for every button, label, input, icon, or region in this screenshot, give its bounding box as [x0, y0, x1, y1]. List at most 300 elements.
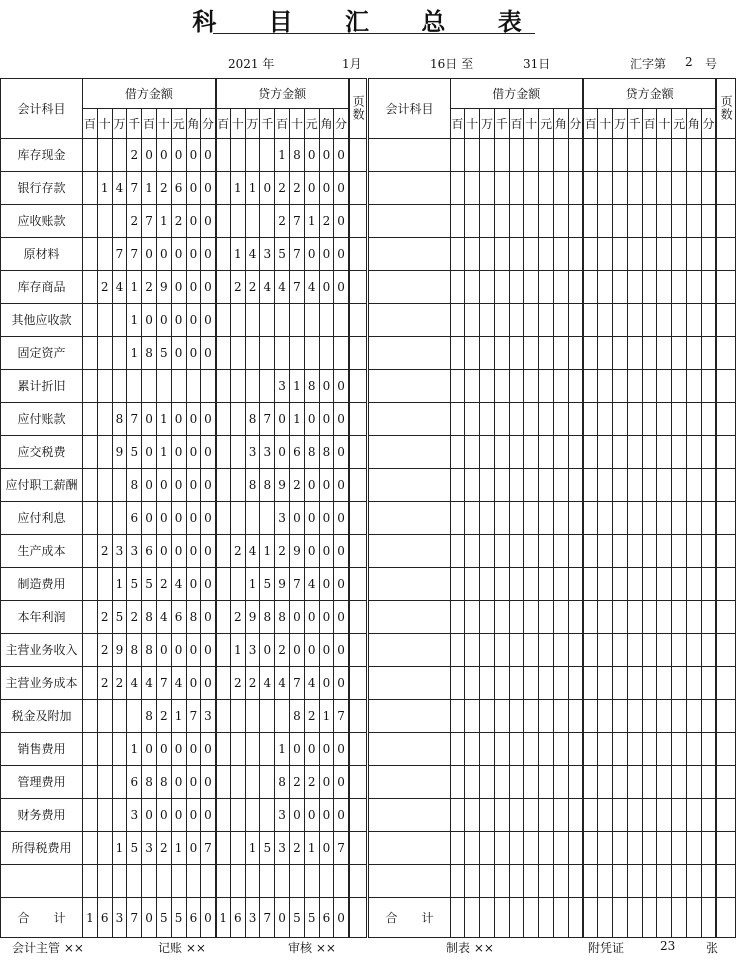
right-digit — [598, 436, 613, 469]
right-digit — [553, 403, 568, 436]
left-unit-header: 百 — [216, 109, 231, 139]
right-digit — [701, 172, 716, 205]
table-row — [1, 469, 736, 502]
right-digit — [583, 832, 598, 865]
left-unit-header: 分 — [201, 109, 216, 139]
credit-digit: 7 — [290, 568, 305, 601]
summary-no: 2 — [685, 55, 693, 69]
credit-digit: 7 — [260, 403, 275, 436]
debit-digit — [83, 403, 98, 436]
debit-digit: 1 — [156, 403, 171, 436]
debit-digit: 0 — [156, 139, 171, 172]
credit-digit: 2 — [290, 172, 305, 205]
right-digit — [450, 766, 465, 799]
debit-digit: 6 — [171, 172, 186, 205]
table-row — [1, 337, 736, 370]
right-digit — [657, 469, 672, 502]
right-digit — [509, 403, 524, 436]
right-digit — [450, 403, 465, 436]
credit-digit: 1 — [245, 568, 260, 601]
right-digit — [642, 568, 657, 601]
right-digit — [657, 832, 672, 865]
right-digit — [598, 700, 613, 733]
right-digit — [509, 535, 524, 568]
period-year: 2021 年 — [228, 57, 275, 71]
debit-digit — [83, 172, 98, 205]
right-digit — [613, 469, 628, 502]
credit-digit: 0 — [304, 799, 319, 832]
right-digit — [480, 601, 495, 634]
summary-no-unit: 号 — [705, 57, 718, 71]
right-digit — [642, 172, 657, 205]
right-digit — [701, 238, 716, 271]
total-credit-digit: 3 — [245, 898, 260, 938]
credit-digit — [230, 733, 245, 766]
debit-digit: 0 — [186, 634, 201, 667]
right-digit — [642, 337, 657, 370]
debit-digit: 2 — [97, 535, 112, 568]
debit-digit: 0 — [186, 436, 201, 469]
credit-digit — [216, 733, 231, 766]
subject-cell: 库存商品 — [1, 271, 83, 304]
right-digit — [598, 139, 613, 172]
credit-digit — [216, 436, 231, 469]
credit-digit: 4 — [304, 667, 319, 700]
credit-digit — [275, 337, 290, 370]
debit-digit — [156, 865, 171, 898]
debit-digit: 7 — [156, 667, 171, 700]
right-digit — [480, 370, 495, 403]
right-digit — [465, 172, 480, 205]
debit-digit: 8 — [186, 601, 201, 634]
right-total-digit — [524, 898, 539, 938]
page-cell — [349, 436, 368, 469]
right-unit-header: 元 — [672, 109, 687, 139]
debit-digit: 0 — [186, 403, 201, 436]
debit-digit — [83, 205, 98, 238]
table-row — [1, 502, 736, 535]
debit-digit: 0 — [171, 271, 186, 304]
credit-digit: 2 — [230, 535, 245, 568]
right-page-cell — [716, 535, 735, 568]
debit-digit: 7 — [127, 238, 142, 271]
right-digit — [613, 733, 628, 766]
credit-digit: 8 — [290, 139, 305, 172]
credit-digit — [216, 700, 231, 733]
right-digit — [509, 832, 524, 865]
debit-digit — [97, 502, 112, 535]
right-digit — [701, 403, 716, 436]
credit-digit: 2 — [275, 535, 290, 568]
credit-digit — [275, 865, 290, 898]
debit-digit: 0 — [156, 634, 171, 667]
credit-digit: 0 — [319, 403, 334, 436]
right-digit — [642, 601, 657, 634]
credit-digit: 7 — [334, 832, 349, 865]
right-digit — [494, 535, 509, 568]
right-digit — [613, 304, 628, 337]
right-digit — [701, 799, 716, 832]
right-subject-cell — [368, 799, 450, 832]
right-digit — [524, 634, 539, 667]
right-digit — [480, 469, 495, 502]
right-digit — [598, 535, 613, 568]
credit-digit: 1 — [245, 172, 260, 205]
right-digit — [568, 502, 583, 535]
credit-digit — [290, 337, 305, 370]
credit-digit: 0 — [334, 667, 349, 700]
left-unit-header: 角 — [186, 109, 201, 139]
right-digit — [613, 568, 628, 601]
right-digit — [657, 337, 672, 370]
right-digit — [627, 667, 642, 700]
credit-digit: 0 — [290, 601, 305, 634]
right-page-cell — [716, 139, 735, 172]
credit-digit — [245, 304, 260, 337]
right-digit — [480, 139, 495, 172]
credit-digit — [230, 469, 245, 502]
right-digit — [524, 172, 539, 205]
right-digit — [553, 139, 568, 172]
right-digit — [568, 271, 583, 304]
right-digit — [701, 139, 716, 172]
right-digit — [539, 205, 554, 238]
debit-digit: 0 — [171, 304, 186, 337]
right-digit — [598, 172, 613, 205]
right-digit — [642, 304, 657, 337]
right-digit — [598, 238, 613, 271]
right-digit — [494, 601, 509, 634]
credit-digit: 2 — [304, 766, 319, 799]
right-digit — [524, 700, 539, 733]
right-digit — [583, 337, 598, 370]
total-credit-digit: 5 — [290, 898, 305, 938]
right-page-cell — [716, 271, 735, 304]
credit-digit: 4 — [275, 271, 290, 304]
debit-digit: 8 — [112, 403, 127, 436]
debit-digit: 9 — [112, 436, 127, 469]
right-total-digit — [627, 898, 642, 938]
right-digit — [450, 568, 465, 601]
credit-digit — [230, 205, 245, 238]
debit-digit: 1 — [171, 700, 186, 733]
credit-digit: 5 — [260, 832, 275, 865]
right-digit — [539, 799, 554, 832]
total-credit-digit: 5 — [304, 898, 319, 938]
credit-digit — [304, 337, 319, 370]
right-digit — [613, 799, 628, 832]
right-digit — [553, 601, 568, 634]
credit-digit: 1 — [290, 370, 305, 403]
right-digit — [672, 667, 687, 700]
credit-digit: 2 — [230, 601, 245, 634]
credit-digit: 0 — [334, 139, 349, 172]
right-digit — [583, 733, 598, 766]
right-unit-header: 十 — [465, 109, 480, 139]
right-digit — [598, 271, 613, 304]
credit-digit: 0 — [304, 469, 319, 502]
right-digit — [687, 403, 702, 436]
debit-digit — [171, 370, 186, 403]
right-digit — [524, 370, 539, 403]
right-digit — [583, 601, 598, 634]
right-digit — [627, 172, 642, 205]
credit-digit: 0 — [275, 436, 290, 469]
right-digit — [524, 568, 539, 601]
right-digit — [480, 700, 495, 733]
credit-digit: 1 — [245, 832, 260, 865]
right-digit — [539, 469, 554, 502]
credit-digit: 0 — [334, 469, 349, 502]
debit-digit — [97, 337, 112, 370]
debit-digit: 0 — [186, 271, 201, 304]
debit-digit: 7 — [186, 700, 201, 733]
credit-digit — [245, 370, 260, 403]
right-digit — [613, 238, 628, 271]
debit-digit — [112, 469, 127, 502]
subject-cell: 税金及附加 — [1, 700, 83, 733]
right-digit — [568, 832, 583, 865]
right-subject-cell — [368, 271, 450, 304]
right-digit — [657, 436, 672, 469]
right-digit — [509, 502, 524, 535]
right-digit — [450, 634, 465, 667]
right-digit — [494, 568, 509, 601]
right-digit — [450, 469, 465, 502]
right-credit-header: 贷方金额 — [583, 79, 716, 109]
debit-digit: 0 — [186, 568, 201, 601]
right-digit — [672, 502, 687, 535]
debit-digit — [83, 139, 98, 172]
page-cell — [349, 337, 368, 370]
debit-digit: 2 — [142, 271, 157, 304]
right-digit — [642, 799, 657, 832]
debit-digit: 3 — [127, 535, 142, 568]
debit-digit: 4 — [112, 271, 127, 304]
right-digit — [465, 436, 480, 469]
right-total-label: 合 计 — [368, 898, 450, 938]
page-cell — [349, 799, 368, 832]
debit-digit: 0 — [186, 766, 201, 799]
right-page-cell — [716, 667, 735, 700]
right-digit — [613, 205, 628, 238]
right-digit — [687, 238, 702, 271]
debit-digit — [97, 799, 112, 832]
credit-digit: 8 — [260, 601, 275, 634]
right-digit — [613, 502, 628, 535]
total-credit-digit: 0 — [275, 898, 290, 938]
credit-digit: 8 — [275, 601, 290, 634]
debit-digit: 0 — [156, 502, 171, 535]
subject-cell: 其他应收款 — [1, 304, 83, 337]
right-digit — [509, 568, 524, 601]
debit-digit: 0 — [186, 667, 201, 700]
debit-digit: 0 — [186, 535, 201, 568]
credit-digit — [260, 799, 275, 832]
right-digit — [642, 535, 657, 568]
credit-digit — [260, 865, 275, 898]
right-digit — [657, 535, 672, 568]
right-digit — [450, 733, 465, 766]
debit-digit: 1 — [97, 172, 112, 205]
credit-digit — [216, 634, 231, 667]
debit-digit — [97, 469, 112, 502]
credit-digit: 0 — [304, 634, 319, 667]
right-digit — [524, 469, 539, 502]
right-digit — [672, 832, 687, 865]
subject-cell: 所得税费用 — [1, 832, 83, 865]
credit-digit: 2 — [290, 766, 305, 799]
right-digit — [642, 865, 657, 898]
credit-digit: 3 — [275, 799, 290, 832]
debit-digit: 0 — [171, 337, 186, 370]
debit-digit: 4 — [142, 667, 157, 700]
credit-digit — [275, 304, 290, 337]
right-digit — [509, 799, 524, 832]
left-unit-header: 千 — [127, 109, 142, 139]
debit-digit: 0 — [156, 733, 171, 766]
right-digit — [657, 370, 672, 403]
credit-digit: 0 — [334, 799, 349, 832]
credit-digit — [216, 403, 231, 436]
right-digit — [524, 304, 539, 337]
right-digit — [642, 502, 657, 535]
credit-digit — [230, 370, 245, 403]
debit-digit — [201, 865, 216, 898]
right-digit — [450, 205, 465, 238]
credit-digit: 9 — [290, 535, 305, 568]
debit-digit — [83, 667, 98, 700]
right-digit — [687, 634, 702, 667]
credit-digit — [216, 139, 231, 172]
page-cell — [349, 172, 368, 205]
credit-digit — [245, 865, 260, 898]
right-digit — [524, 436, 539, 469]
table-row — [1, 865, 736, 898]
table-row — [1, 403, 736, 436]
right-digit — [539, 865, 554, 898]
credit-digit: 4 — [245, 238, 260, 271]
debit-digit: 0 — [171, 238, 186, 271]
right-digit — [598, 634, 613, 667]
debit-digit: 4 — [171, 568, 186, 601]
debit-digit: 8 — [142, 700, 157, 733]
credit-digit — [245, 502, 260, 535]
right-digit — [465, 271, 480, 304]
credit-digit — [245, 799, 260, 832]
credit-digit — [230, 799, 245, 832]
debit-digit: 0 — [156, 799, 171, 832]
debit-digit: 9 — [156, 271, 171, 304]
right-digit — [494, 139, 509, 172]
right-page-cell — [716, 766, 735, 799]
right-digit — [687, 271, 702, 304]
right-digit — [568, 733, 583, 766]
right-digit — [613, 634, 628, 667]
table-row — [1, 139, 736, 172]
right-digit — [480, 172, 495, 205]
right-page-cell — [716, 568, 735, 601]
debit-digit: 6 — [142, 535, 157, 568]
left-unit-header: 十 — [97, 109, 112, 139]
debit-digit: 0 — [171, 436, 186, 469]
right-subject-cell — [368, 436, 450, 469]
debit-digit — [112, 865, 127, 898]
total-row — [1, 898, 736, 938]
total-debit-digit: 6 — [97, 898, 112, 938]
debit-digit: 3 — [201, 700, 216, 733]
debit-digit: 0 — [186, 139, 201, 172]
right-digit — [613, 436, 628, 469]
table-row — [1, 766, 736, 799]
right-digit — [583, 304, 598, 337]
subject-cell: 生产成本 — [1, 535, 83, 568]
credit-digit: 9 — [275, 469, 290, 502]
subject-cell: 管理费用 — [1, 766, 83, 799]
credit-digit: 0 — [334, 436, 349, 469]
right-digit — [657, 172, 672, 205]
credit-digit — [216, 370, 231, 403]
right-digit — [553, 271, 568, 304]
credit-digit: 7 — [290, 205, 305, 238]
credit-digit: 7 — [290, 238, 305, 271]
debit-digit: 7 — [127, 172, 142, 205]
credit-digit: 0 — [290, 502, 305, 535]
right-page-header — [716, 79, 735, 139]
credit-digit: 8 — [260, 469, 275, 502]
credit-digit — [216, 205, 231, 238]
right-digit — [509, 205, 524, 238]
right-total-digit — [642, 898, 657, 938]
period-month: 1月 — [342, 57, 362, 71]
debit-digit: 0 — [201, 766, 216, 799]
right-digit — [613, 337, 628, 370]
right-digit — [672, 436, 687, 469]
credit-digit: 8 — [290, 700, 305, 733]
left-page-header — [349, 79, 368, 139]
left-unit-header: 分 — [334, 109, 349, 139]
subject-cell: 主营业务收入 — [1, 634, 83, 667]
credit-digit: 0 — [319, 535, 334, 568]
right-digit — [553, 568, 568, 601]
right-digit — [480, 205, 495, 238]
table-row — [1, 667, 736, 700]
credit-digit: 0 — [334, 502, 349, 535]
right-subject-cell — [368, 535, 450, 568]
debit-digit: 0 — [142, 502, 157, 535]
debit-digit: 0 — [171, 733, 186, 766]
debit-digit: 2 — [97, 601, 112, 634]
subject-cell: 应付利息 — [1, 502, 83, 535]
right-digit — [524, 832, 539, 865]
debit-digit: 8 — [142, 601, 157, 634]
table-row — [1, 436, 736, 469]
right-digit — [627, 832, 642, 865]
right-digit — [450, 271, 465, 304]
debit-digit: 2 — [112, 667, 127, 700]
left-unit-header: 万 — [245, 109, 260, 139]
debit-digit — [97, 766, 112, 799]
right-digit — [627, 634, 642, 667]
debit-digit — [112, 700, 127, 733]
right-digit — [627, 139, 642, 172]
debit-digit — [97, 370, 112, 403]
page-cell — [349, 238, 368, 271]
right-digit — [657, 799, 672, 832]
right-digit — [598, 766, 613, 799]
credit-digit: 0 — [304, 601, 319, 634]
right-digit — [598, 799, 613, 832]
